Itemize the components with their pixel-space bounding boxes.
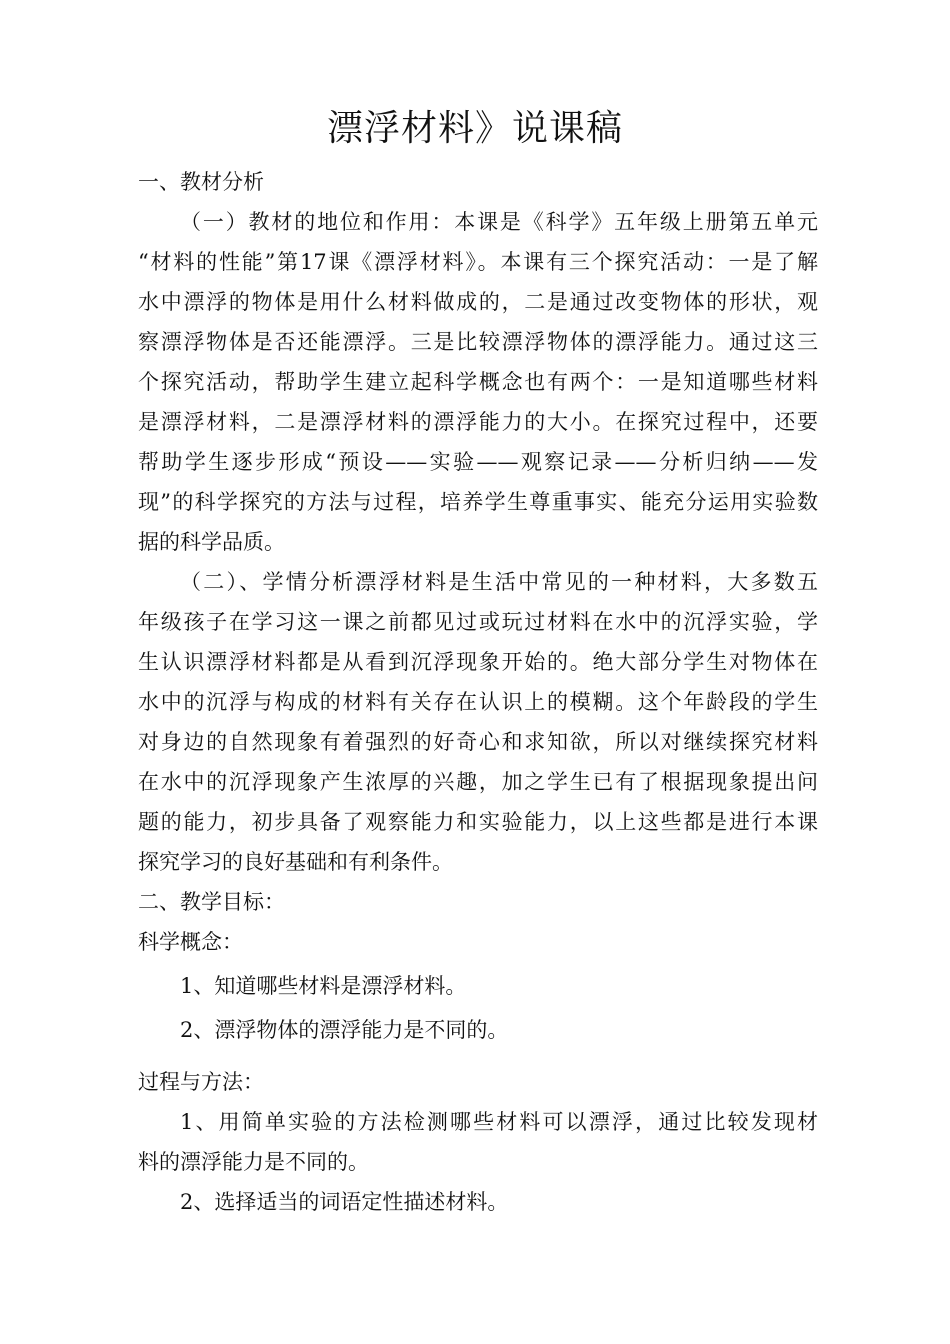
paragraph-line: （一）教材的地位和作用：本课是《科学》五年级上册第五单元 [180,210,818,234]
document-title: 漂浮材料》说课稿 [326,108,623,149]
paragraph-line: 探究学习的良好基础和有利条件。 [138,850,453,874]
paragraph-line: 料的漂浮能力是不同的。 [138,1150,369,1174]
paragraph-line: 年级孩子在学习这一课之前都见过或玩过材料在水中的沉浮实验，学 [138,610,818,634]
paragraph-line: 水中漂浮的物体是用什么材料做成的，二是通过改变物体的形状，观 [138,290,818,314]
paragraph-line: 据的科学品质。 [138,530,285,554]
list-item: 1、知道哪些材料是漂浮材料。 [180,974,467,998]
paragraph-line: 现”的科学探究的方法与过程，培养学生尊重事实、能充分运用实验数 [138,490,818,514]
section-heading-textbook-analysis: 一、教材分析 [138,170,264,194]
paragraph-line: 水中的沉浮与构成的材料有关存在认识上的模糊。这个年龄段的学生 [138,690,818,714]
paragraph-line: 察漂浮物体是否还能漂浮。三是比较漂浮物体的漂浮能力。通过这三 [138,330,818,354]
subheading-process-and-methods: 过程与方法： [138,1070,264,1094]
paragraph-line: 生认识漂浮材料都是从看到沉浮现象开始的。绝大部分学生对物体在 [138,650,818,674]
paragraph-line: 个探究活动，帮助学生建立起科学概念也有两个：一是知道哪些材料 [138,370,818,394]
section-heading-teaching-goals: 二、教学目标： [138,890,285,914]
list-item: 1、用简单实验的方法检测哪些材料可以漂浮，通过比较发现材 [180,1110,818,1134]
paragraph-line: 题的能力，初步具备了观察能力和实验能力，以上这些都是进行本课 [138,810,818,834]
paragraph-line: 帮助学生逐步形成“预设——实验——观察记录——分析归纳——发 [138,450,818,474]
paragraph-line: （二）、学情分析漂浮材料是生活中常见的一种材料，大多数五 [180,570,818,594]
subheading-science-concepts: 科学概念： [138,930,243,954]
paragraph-line: 对身边的自然现象有着强烈的好奇心和求知欲，所以对继续探究材料 [138,730,818,754]
list-item: 2、选择适当的词语定性描述材料。 [180,1190,509,1214]
paragraph-line: “材料的性能”第17课《漂浮材料》。本课有三个探究活动：一是了解 [138,250,818,274]
paragraph-line: 在水中的沉浮现象产生浓厚的兴趣，加之学生已有了根据现象提出问 [138,770,818,794]
paragraph-line: 是漂浮材料，二是漂浮材料的漂浮能力的大小。在探究过程中，还要 [138,410,818,434]
list-item: 2、漂浮物体的漂浮能力是不同的。 [180,1018,509,1042]
